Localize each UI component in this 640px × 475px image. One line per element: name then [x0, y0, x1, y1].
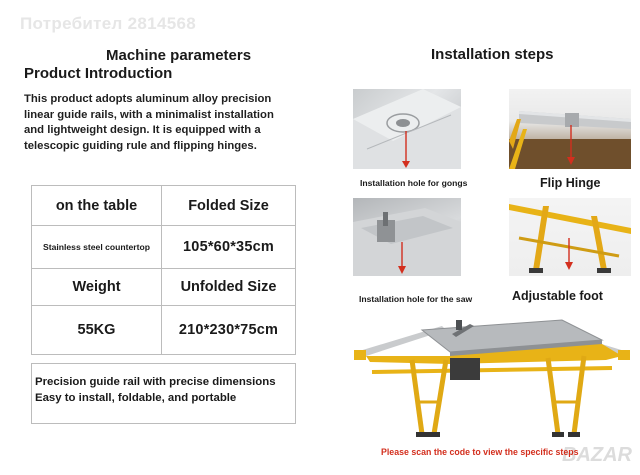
table-cell: Stainless steel countertop — [32, 226, 162, 269]
installation-steps-heading: Installation steps — [431, 46, 554, 63]
scan-code-note: Please scan the code to view the specific steps — [381, 447, 579, 457]
gongs-hole-photo — [353, 89, 461, 169]
table-cell: Folded Size — [162, 186, 296, 226]
table-cell: 55KG — [32, 306, 162, 355]
product-description — [24, 92, 324, 154]
gongs-hole-caption: Installation hole for gongs — [360, 178, 468, 188]
product-introduction-heading: Product Introduction — [24, 65, 173, 82]
table-row — [32, 226, 296, 269]
description-line: telescopic guiding rule and flipping hinges. — [24, 139, 257, 152]
table-cell: 210*230*75cm — [162, 306, 296, 355]
parameters-table — [31, 185, 296, 355]
description-line: and lightweight design. It is equipped with a — [24, 124, 261, 136]
feature-line: Easy to install, foldable, and portable — [35, 392, 237, 404]
table-cell: 105*60*35cm — [162, 226, 296, 269]
saw-hole-caption: Installation hole for the saw — [359, 294, 473, 304]
table-cell: Weight — [32, 269, 162, 306]
features-box — [31, 363, 296, 424]
table-row — [32, 306, 296, 355]
saw-hole-photo — [353, 198, 461, 276]
corner-watermark: BAZAR — [562, 444, 632, 466]
description-line: This product adopts aluminum alloy precision — [24, 93, 272, 105]
machine-illustration — [352, 312, 632, 442]
machine-parameters-heading: Machine parameters — [106, 47, 252, 64]
adjustable-foot-photo — [509, 198, 631, 276]
flip-hinge-photo — [509, 89, 631, 169]
table-cell: on the table — [32, 186, 162, 226]
feature-line: Precision guide rail with precise dimensions — [35, 376, 276, 388]
flip-hinge-caption: Flip Hinge — [540, 176, 601, 190]
table-row — [32, 269, 296, 306]
watermark-text: Потребител 2814568 — [20, 14, 196, 33]
adjustable-foot-caption: Adjustable foot — [512, 289, 603, 303]
table-cell: Unfolded Size — [162, 269, 296, 306]
description-line: linear guide rails, with a minimalist installation — [24, 108, 274, 121]
table-row — [32, 186, 296, 226]
